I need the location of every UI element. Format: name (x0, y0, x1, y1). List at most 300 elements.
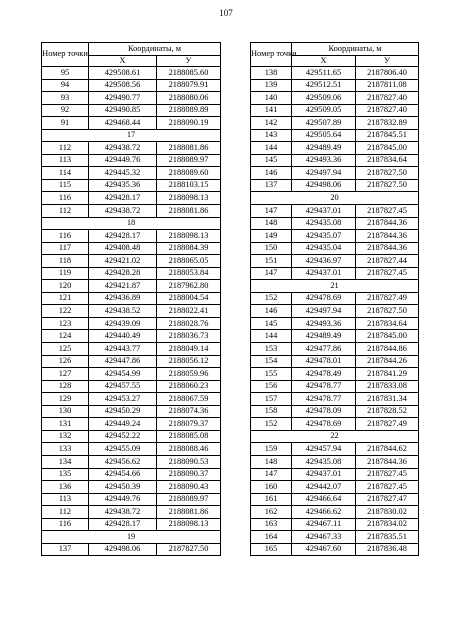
y-coordinate-cell: 2187834.64 (356, 317, 419, 330)
table-row (42, 104, 221, 117)
x-coordinate-cell: 429447.86 (89, 355, 157, 368)
y-coordinate-cell: 2187844.36 (356, 455, 419, 468)
y-coordinate-cell: 2188085.60 (157, 67, 221, 80)
point-number-cell: 152 (251, 292, 292, 305)
point-number-cell: 94 (42, 79, 89, 92)
y-coordinate-cell: 2188089.97 (157, 493, 221, 506)
table-row (42, 67, 221, 80)
x-coordinate-cell: 429437.01 (292, 267, 356, 280)
x-coordinate-cell: 429437.01 (292, 468, 356, 481)
x-coordinate-cell: 429497.94 (292, 305, 356, 318)
y-coordinate-cell: 2188090.19 (157, 117, 221, 130)
point-number-cell: 126 (42, 355, 89, 368)
table-row (251, 255, 419, 268)
y-coordinate-cell: 2188098.13 (157, 518, 221, 531)
point-number-cell: 158 (251, 405, 292, 418)
y-coordinate-cell: 2187828.52 (356, 405, 419, 418)
x-coordinate-cell: 429452.22 (89, 430, 157, 443)
point-number-cell: 127 (42, 368, 89, 381)
table-row (251, 129, 419, 142)
point-number-cell: 121 (42, 292, 89, 305)
table-row (42, 543, 221, 556)
point-number-cell: 138 (251, 67, 292, 80)
table-row (42, 92, 221, 105)
table-row (251, 230, 419, 243)
y-coordinate-cell: 2187827.50 (356, 179, 419, 192)
x-coordinate-cell: 429438.72 (89, 506, 157, 519)
x-coordinate-cell: 429466.64 (292, 493, 356, 506)
x-coordinate-cell: 429467.11 (292, 518, 356, 531)
x-coordinate-cell: 429477.86 (292, 343, 356, 356)
point-number-cell: 130 (42, 405, 89, 418)
point-number-cell: 114 (42, 167, 89, 180)
table-row (251, 305, 419, 318)
x-coordinate-cell: 429435.08 (292, 455, 356, 468)
point-number-cell: 129 (42, 393, 89, 406)
y-coordinate-cell: 2188098.13 (157, 230, 221, 243)
point-number-cell: 92 (42, 104, 89, 117)
x-coordinate-cell: 429468.44 (89, 117, 157, 130)
point-number-cell: 123 (42, 317, 89, 330)
table-row (42, 481, 221, 494)
point-number-cell: 113 (42, 154, 89, 167)
point-number-cell: 146 (251, 167, 292, 180)
point-number-cell: 139 (251, 79, 292, 92)
point-number-cell: 112 (42, 506, 89, 519)
y-coordinate-cell: 2187806.40 (356, 67, 419, 80)
table-row (42, 305, 221, 318)
table-row (251, 205, 419, 218)
point-number-cell: 153 (251, 343, 292, 356)
y-coordinate-cell: 2188080.06 (157, 92, 221, 105)
table-row (251, 468, 419, 481)
y-coordinate-cell: 2187827.49 (356, 292, 419, 305)
x-coordinate-cell: 429438.72 (89, 205, 157, 218)
y-coordinate-cell: 2188081.86 (157, 205, 221, 218)
x-coordinate-cell: 429428.17 (89, 518, 157, 531)
point-number-cell: 115 (42, 179, 89, 192)
table-row (251, 92, 419, 105)
point-number-cell: 146 (251, 305, 292, 318)
table-row (251, 506, 419, 519)
x-coordinate-cell: 429408.48 (89, 242, 157, 255)
y-coordinate-cell: 2188079.37 (157, 418, 221, 431)
x-coordinate-cell: 429436.89 (89, 292, 157, 305)
table-row (251, 267, 419, 280)
table-row (42, 393, 221, 406)
y-coordinate-cell: 2187827.45 (356, 481, 419, 494)
table-row (42, 292, 221, 305)
x-coordinate-cell: 429428.28 (89, 267, 157, 280)
y-coordinate-cell: 2188056.12 (157, 355, 221, 368)
x-coordinate-cell: 429440.49 (89, 330, 157, 343)
y-header: У (356, 56, 419, 67)
table-row (251, 179, 419, 192)
x-coordinate-cell: 429428.17 (89, 230, 157, 243)
y-coordinate-cell: 2187827.40 (356, 92, 419, 105)
table-row (251, 330, 419, 343)
x-coordinate-cell: 429489.49 (292, 142, 356, 155)
point-number-cell: 159 (251, 443, 292, 456)
table-row (42, 430, 221, 443)
table-row (42, 493, 221, 506)
y-coordinate-cell: 2188084.39 (157, 242, 221, 255)
point-number-cell: 134 (42, 455, 89, 468)
section-row (42, 531, 221, 544)
table-row (251, 405, 419, 418)
y-coordinate-cell: 2187834.64 (356, 154, 419, 167)
point-number-cell: 132 (42, 430, 89, 443)
point-number-cell: 136 (42, 481, 89, 494)
table-row (42, 255, 221, 268)
point-number-cell: 145 (251, 317, 292, 330)
y-coordinate-cell: 2188085.08 (157, 430, 221, 443)
table-row (251, 493, 419, 506)
y-coordinate-cell: 2187833.08 (356, 380, 419, 393)
x-coordinate-cell: 429438.72 (89, 142, 157, 155)
section-number: 17 (42, 129, 221, 142)
y-coordinate-cell: 2188059.96 (157, 368, 221, 381)
x-coordinate-cell: 429453.27 (89, 393, 157, 406)
y-coordinate-cell: 2187831.34 (356, 393, 419, 406)
table-row (251, 142, 419, 155)
table-row (251, 79, 419, 92)
x-coordinate-cell: 429498.06 (292, 179, 356, 192)
x-coordinate-cell: 429478.77 (292, 393, 356, 406)
x-coordinate-cell: 429454.99 (89, 368, 157, 381)
y-coordinate-cell: 2187827.50 (157, 543, 221, 556)
x-coordinate-cell: 429450.39 (89, 481, 157, 494)
coordinates-table-left (41, 42, 221, 556)
section-number: 19 (42, 531, 221, 544)
coordinates-header: Координаты, м (89, 43, 221, 56)
table-row (42, 455, 221, 468)
y-coordinate-cell: 2188089.89 (157, 104, 221, 117)
section-row (251, 430, 419, 443)
point-number-cell: 120 (42, 280, 89, 293)
point-number-cell: 147 (251, 205, 292, 218)
point-number-cell: 116 (42, 518, 89, 531)
x-coordinate-cell: 429478.01 (292, 355, 356, 368)
y-coordinate-cell: 2187844.36 (356, 230, 419, 243)
y-coordinate-cell: 2188090.53 (157, 455, 221, 468)
y-coordinate-cell: 2187827.45 (356, 468, 419, 481)
table-row (42, 330, 221, 343)
y-coordinate-cell: 2188065.05 (157, 255, 221, 268)
y-coordinate-cell: 2188004.54 (157, 292, 221, 305)
x-coordinate-cell: 429508.61 (89, 67, 157, 80)
y-coordinate-cell: 2187845.00 (356, 142, 419, 155)
point-number-cell: 148 (251, 217, 292, 230)
x-coordinate-cell: 429466.62 (292, 506, 356, 519)
table-row (42, 506, 221, 519)
y-coordinate-cell: 2187844.26 (356, 355, 419, 368)
x-coordinate-cell: 429435.08 (292, 217, 356, 230)
x-coordinate-cell: 429450.29 (89, 405, 157, 418)
table-row (251, 355, 419, 368)
point-number-cell: 160 (251, 481, 292, 494)
point-number-cell: 112 (42, 205, 89, 218)
x-coordinate-cell: 429512.51 (292, 79, 356, 92)
point-number-cell: 144 (251, 142, 292, 155)
point-number-cell: 137 (251, 179, 292, 192)
table-row (251, 242, 419, 255)
x-coordinate-cell: 429449.76 (89, 493, 157, 506)
table-row (42, 230, 221, 243)
y-coordinate-cell: 2188079.91 (157, 79, 221, 92)
coordinates-header: Координаты, м (292, 43, 419, 56)
x-coordinate-cell: 429467.60 (292, 543, 356, 556)
x-coordinate-cell: 429438.52 (89, 305, 157, 318)
y-coordinate-cell: 2187844.36 (356, 242, 419, 255)
x-coordinate-cell: 429435.04 (292, 242, 356, 255)
table-row (251, 380, 419, 393)
point-number-cell: 118 (42, 255, 89, 268)
x-coordinate-cell: 429509.06 (292, 92, 356, 105)
y-coordinate-cell: 2187827.44 (356, 255, 419, 268)
point-number-header: Номер точки (251, 43, 292, 67)
point-number-cell: 149 (251, 230, 292, 243)
point-number-cell: 143 (251, 129, 292, 142)
table-row (251, 368, 419, 381)
table-row (42, 280, 221, 293)
x-coordinate-cell: 429467.33 (292, 531, 356, 544)
section-number: 21 (251, 280, 419, 293)
point-number-header: Номер точки (42, 43, 89, 67)
table-row (42, 242, 221, 255)
point-number-cell: 154 (251, 355, 292, 368)
y-coordinate-cell: 2187827.45 (356, 267, 419, 280)
point-number-cell: 157 (251, 393, 292, 406)
x-coordinate-cell: 429497.94 (292, 167, 356, 180)
y-coordinate-cell: 2188090.43 (157, 481, 221, 494)
x-coordinate-cell: 429428.17 (89, 192, 157, 205)
y-coordinate-cell: 2188067.59 (157, 393, 221, 406)
x-header: X (292, 56, 356, 67)
y-coordinate-cell: 2188098.13 (157, 192, 221, 205)
x-coordinate-cell: 429437.01 (292, 205, 356, 218)
y-coordinate-cell: 2187830.02 (356, 506, 419, 519)
x-coordinate-cell: 429421.87 (89, 280, 157, 293)
y-coordinate-cell: 2187827.45 (356, 205, 419, 218)
point-number-cell: 148 (251, 455, 292, 468)
y-coordinate-cell: 2188089.97 (157, 154, 221, 167)
table-row (251, 393, 419, 406)
table-row (42, 418, 221, 431)
point-number-cell: 91 (42, 117, 89, 130)
section-number: 18 (42, 217, 221, 230)
point-number-cell: 112 (42, 142, 89, 155)
table-row (42, 380, 221, 393)
section-row (251, 192, 419, 205)
point-number-cell: 113 (42, 493, 89, 506)
x-coordinate-cell: 429508.56 (89, 79, 157, 92)
x-coordinate-cell: 429489.49 (292, 330, 356, 343)
y-coordinate-cell: 2187845.00 (356, 330, 419, 343)
table-row (251, 518, 419, 531)
y-coordinate-cell: 2187827.49 (356, 418, 419, 431)
y-coordinate-cell: 2187845.51 (356, 129, 419, 142)
point-number-cell: 137 (42, 543, 89, 556)
section-row (251, 280, 419, 293)
x-coordinate-cell: 429442.07 (292, 481, 356, 494)
x-header: X (89, 56, 157, 67)
point-number-cell: 151 (251, 255, 292, 268)
table-row (42, 343, 221, 356)
point-number-cell: 141 (251, 104, 292, 117)
table-row (251, 167, 419, 180)
section-row (42, 129, 221, 142)
point-number-cell: 163 (251, 518, 292, 531)
point-number-cell: 122 (42, 305, 89, 318)
table-row (42, 443, 221, 456)
point-number-cell: 128 (42, 380, 89, 393)
y-coordinate-cell: 2187835.51 (356, 531, 419, 544)
y-coordinate-cell: 2188060.23 (157, 380, 221, 393)
section-row (42, 217, 221, 230)
point-number-cell: 145 (251, 154, 292, 167)
x-coordinate-cell: 429478.77 (292, 380, 356, 393)
table-row (42, 405, 221, 418)
y-coordinate-cell: 2187841.29 (356, 368, 419, 381)
section-number: 22 (251, 430, 419, 443)
y-coordinate-cell: 2187962.80 (157, 280, 221, 293)
x-coordinate-cell: 429493.36 (292, 154, 356, 167)
y-coordinate-cell: 2187836.48 (356, 543, 419, 556)
page-number: 107 (219, 8, 233, 18)
table-row (251, 443, 419, 456)
x-coordinate-cell: 429478.49 (292, 368, 356, 381)
table-row (251, 67, 419, 80)
point-number-cell: 150 (251, 242, 292, 255)
table-row (42, 167, 221, 180)
x-coordinate-cell: 429435.36 (89, 179, 157, 192)
x-coordinate-cell: 429443.77 (89, 343, 157, 356)
y-coordinate-cell: 2187827.47 (356, 493, 419, 506)
x-coordinate-cell: 429456.62 (89, 455, 157, 468)
y-coordinate-cell: 2188088.46 (157, 443, 221, 456)
point-number-cell: 152 (251, 418, 292, 431)
point-number-cell: 144 (251, 330, 292, 343)
x-coordinate-cell: 429457.55 (89, 380, 157, 393)
y-coordinate-cell: 2188081.86 (157, 506, 221, 519)
x-coordinate-cell: 429421.02 (89, 255, 157, 268)
y-coordinate-cell: 2188022.41 (157, 305, 221, 318)
table-row (42, 355, 221, 368)
x-coordinate-cell: 429490.77 (89, 92, 157, 105)
table-body-right (251, 67, 419, 556)
point-number-cell: 125 (42, 343, 89, 356)
x-coordinate-cell: 429455.09 (89, 443, 157, 456)
x-coordinate-cell: 429435.07 (292, 230, 356, 243)
table-row (251, 104, 419, 117)
x-coordinate-cell: 429454.66 (89, 468, 157, 481)
table-row (42, 205, 221, 218)
point-number-cell: 147 (251, 468, 292, 481)
table-row (42, 117, 221, 130)
y-coordinate-cell: 2187844.36 (356, 217, 419, 230)
x-coordinate-cell: 429505.64 (292, 129, 356, 142)
y-coordinate-cell: 2188090.37 (157, 468, 221, 481)
table-row (42, 142, 221, 155)
point-number-cell: 140 (251, 92, 292, 105)
point-number-cell: 135 (42, 468, 89, 481)
y-coordinate-cell: 2188036.73 (157, 330, 221, 343)
y-coordinate-cell: 2187844.62 (356, 443, 419, 456)
table-row (251, 117, 419, 130)
table-row (42, 368, 221, 381)
table-row (42, 518, 221, 531)
x-coordinate-cell: 429449.76 (89, 154, 157, 167)
y-coordinate-cell: 2187832.89 (356, 117, 419, 130)
x-coordinate-cell: 429445.32 (89, 167, 157, 180)
point-number-cell: 93 (42, 92, 89, 105)
table-row (42, 468, 221, 481)
point-number-cell: 164 (251, 531, 292, 544)
table-row (251, 455, 419, 468)
x-coordinate-cell: 429507.89 (292, 117, 356, 130)
x-coordinate-cell: 429498.06 (89, 543, 157, 556)
x-coordinate-cell: 429457.94 (292, 443, 356, 456)
y-coordinate-cell: 2187834.02 (356, 518, 419, 531)
table-row (42, 317, 221, 330)
table-row (251, 418, 419, 431)
table-row (42, 179, 221, 192)
table-row (251, 531, 419, 544)
x-coordinate-cell: 429478.69 (292, 418, 356, 431)
x-coordinate-cell: 429511.65 (292, 67, 356, 80)
point-number-cell: 142 (251, 117, 292, 130)
table-row (251, 481, 419, 494)
coordinates-table-right (250, 42, 419, 556)
point-number-cell: 161 (251, 493, 292, 506)
point-number-cell: 95 (42, 67, 89, 80)
point-number-cell: 133 (42, 443, 89, 456)
table-row (251, 292, 419, 305)
y-header: У (157, 56, 221, 67)
point-number-cell: 116 (42, 230, 89, 243)
point-number-cell: 116 (42, 192, 89, 205)
x-coordinate-cell: 429439.09 (89, 317, 157, 330)
point-number-cell: 131 (42, 418, 89, 431)
y-coordinate-cell: 2187844.86 (356, 343, 419, 356)
point-number-cell: 147 (251, 267, 292, 280)
x-coordinate-cell: 429478.09 (292, 405, 356, 418)
point-number-cell: 155 (251, 368, 292, 381)
table-row (251, 317, 419, 330)
y-coordinate-cell: 2188074.36 (157, 405, 221, 418)
y-coordinate-cell: 2187827.50 (356, 167, 419, 180)
table-row (251, 217, 419, 230)
y-coordinate-cell: 2188089.60 (157, 167, 221, 180)
x-coordinate-cell: 429478.69 (292, 292, 356, 305)
point-number-cell: 156 (251, 380, 292, 393)
x-coordinate-cell: 429509.05 (292, 104, 356, 117)
table-row (251, 343, 419, 356)
y-coordinate-cell: 2188028.76 (157, 317, 221, 330)
point-number-cell: 165 (251, 543, 292, 556)
y-coordinate-cell: 2187811.08 (356, 79, 419, 92)
point-number-cell: 117 (42, 242, 89, 255)
y-coordinate-cell: 2188103.15 (157, 179, 221, 192)
y-coordinate-cell: 2187827.40 (356, 104, 419, 117)
table-row (251, 154, 419, 167)
table-row (42, 267, 221, 280)
y-coordinate-cell: 2187827.50 (356, 305, 419, 318)
x-coordinate-cell: 429493.36 (292, 317, 356, 330)
table-row (42, 79, 221, 92)
table-body-left (42, 67, 221, 556)
